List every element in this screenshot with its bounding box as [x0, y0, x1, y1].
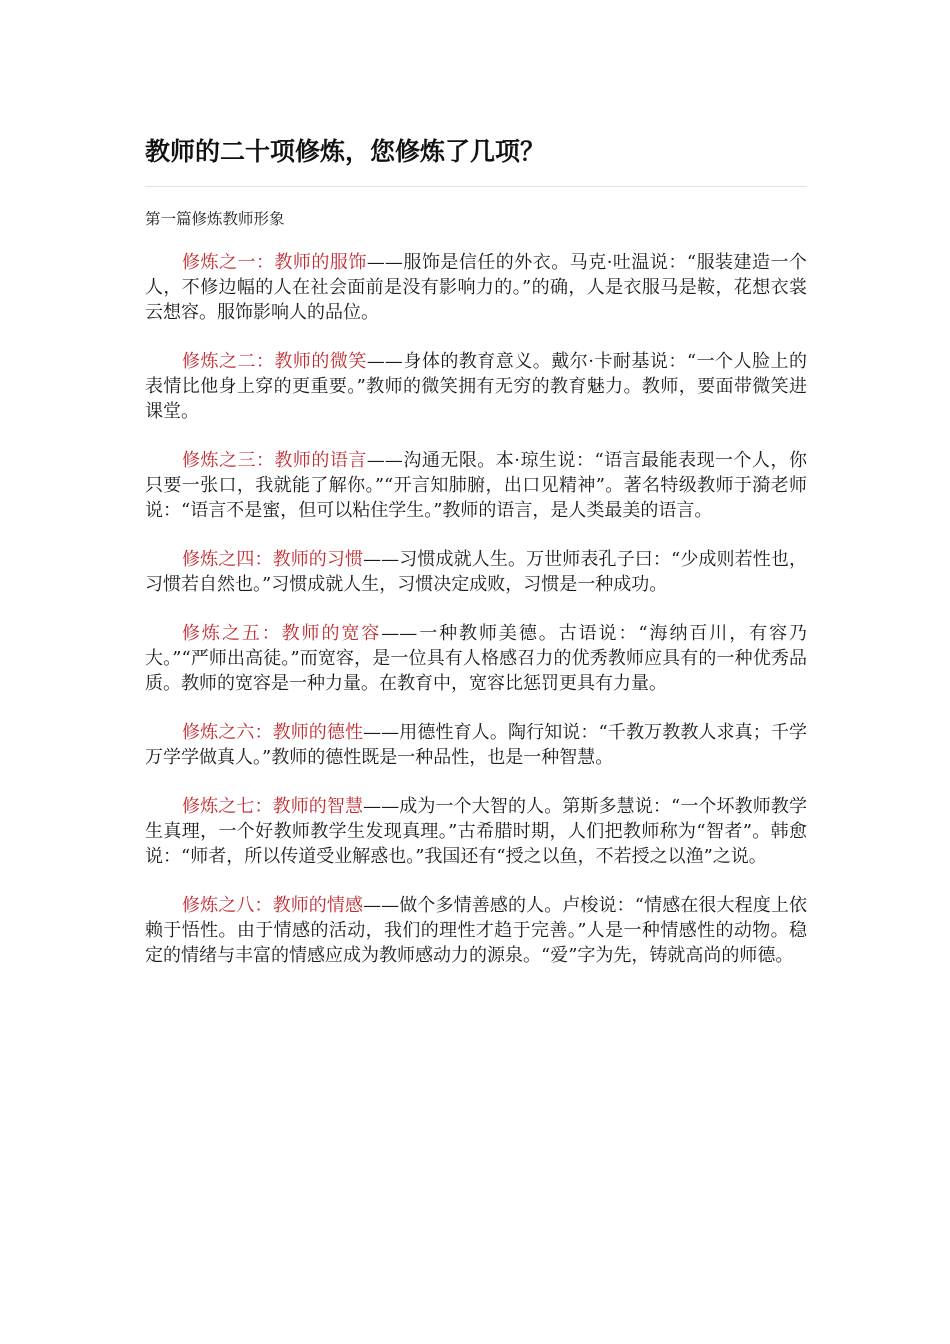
section-text: ——身体的教育意义。戴尔·卡耐基说：“一个人脸上的表情比他身上穿的更重要。”教师的微笑拥有无穷的教育魅力。教师，要面带微笑进课堂。	[145, 351, 808, 422]
section-text: ——一种教师美德。古语说：“海纳百川，有容乃大。”“严师出高徒。”而宽容，是一位具有人格感召力的优秀教师应具有的一种优秀品质。教师的宽容是一种力量。在教育中，宽容比惩罚更具有力量。	[145, 623, 807, 694]
section-paragraph	[145, 349, 807, 424]
section-text: ——习惯成就人生。万世师表孔子曰：“少成则若性也，习惯若自然也。”习惯成就人生，习惯决定成败，习惯是一种成功。	[145, 549, 808, 595]
section-text: ——服饰是信任的外衣。马克·吐温说：“服装建造一个人，不修边幅的人在社会面前是没有影响力的。”的确，人是衣服马是鞍，花想衣裳云想容。服饰影响人的品位。	[145, 252, 808, 323]
section-paragraph	[145, 448, 807, 523]
section-paragraph	[145, 720, 807, 770]
section-heading: 修炼之一：教师的服饰	[182, 252, 367, 273]
section-heading: 修炼之五：教师的宽容	[182, 623, 382, 644]
page-title: 教师的二十项修炼，您修炼了几项？	[145, 137, 546, 166]
section-heading: 修炼之三：教师的语言	[182, 450, 367, 471]
section-paragraph	[145, 547, 807, 597]
section-text: ——做个多情善感的人。卢梭说：“情感在很大程度上依赖于悟性。由于情感的活动，我们的理性才趋于完善。”人是一种情感性的动物。稳定的情绪与丰富的情感应成为教师感动力的源泉。“爱”字为先，铸就高尚的师德。	[145, 895, 808, 966]
section-text: ——沟通无限。本·琼生说：“语言最能表现一个人，你只要一张口，我就能了解你。”“开言知肺腑，出口见精神”。著名特级教师于漪老师说：“语言不是蜜，但可以粘住学生。”教师的语言，是人类最美的语言。	[145, 450, 808, 521]
title-divider	[145, 186, 807, 187]
section-paragraph	[145, 794, 807, 869]
section-heading: 修炼之四：教师的习惯	[182, 549, 364, 570]
section-paragraph	[145, 893, 807, 968]
section-heading: 修炼之二：教师的微笑	[182, 351, 367, 372]
section-heading: 修炼之七：教师的智慧	[182, 796, 364, 817]
section-heading: 修炼之八：教师的情感	[182, 895, 364, 916]
section-text: ——用德性育人。陶行知说：“千教万教教人求真；千学万学学做真人。”教师的德性既是一种品性，也是一种智慧。	[145, 722, 808, 768]
section-heading: 修炼之六：教师的德性	[182, 722, 364, 743]
chapter-subtitle: 第一篇修炼教师形象	[145, 210, 285, 228]
section-paragraph	[145, 250, 807, 325]
section-text: ——成为一个大智的人。第斯多慧说：“一个坏教师教学生真理，一个好教师教学生发现真理。”古希腊时期，人们把教师称为“智者”。韩愈说：“师者，所以传道受业解惑也。”我国还有“授之以鱼，不若授之以渔”之说。	[145, 796, 808, 867]
section-paragraph	[145, 621, 807, 696]
sections-list	[145, 250, 807, 992]
